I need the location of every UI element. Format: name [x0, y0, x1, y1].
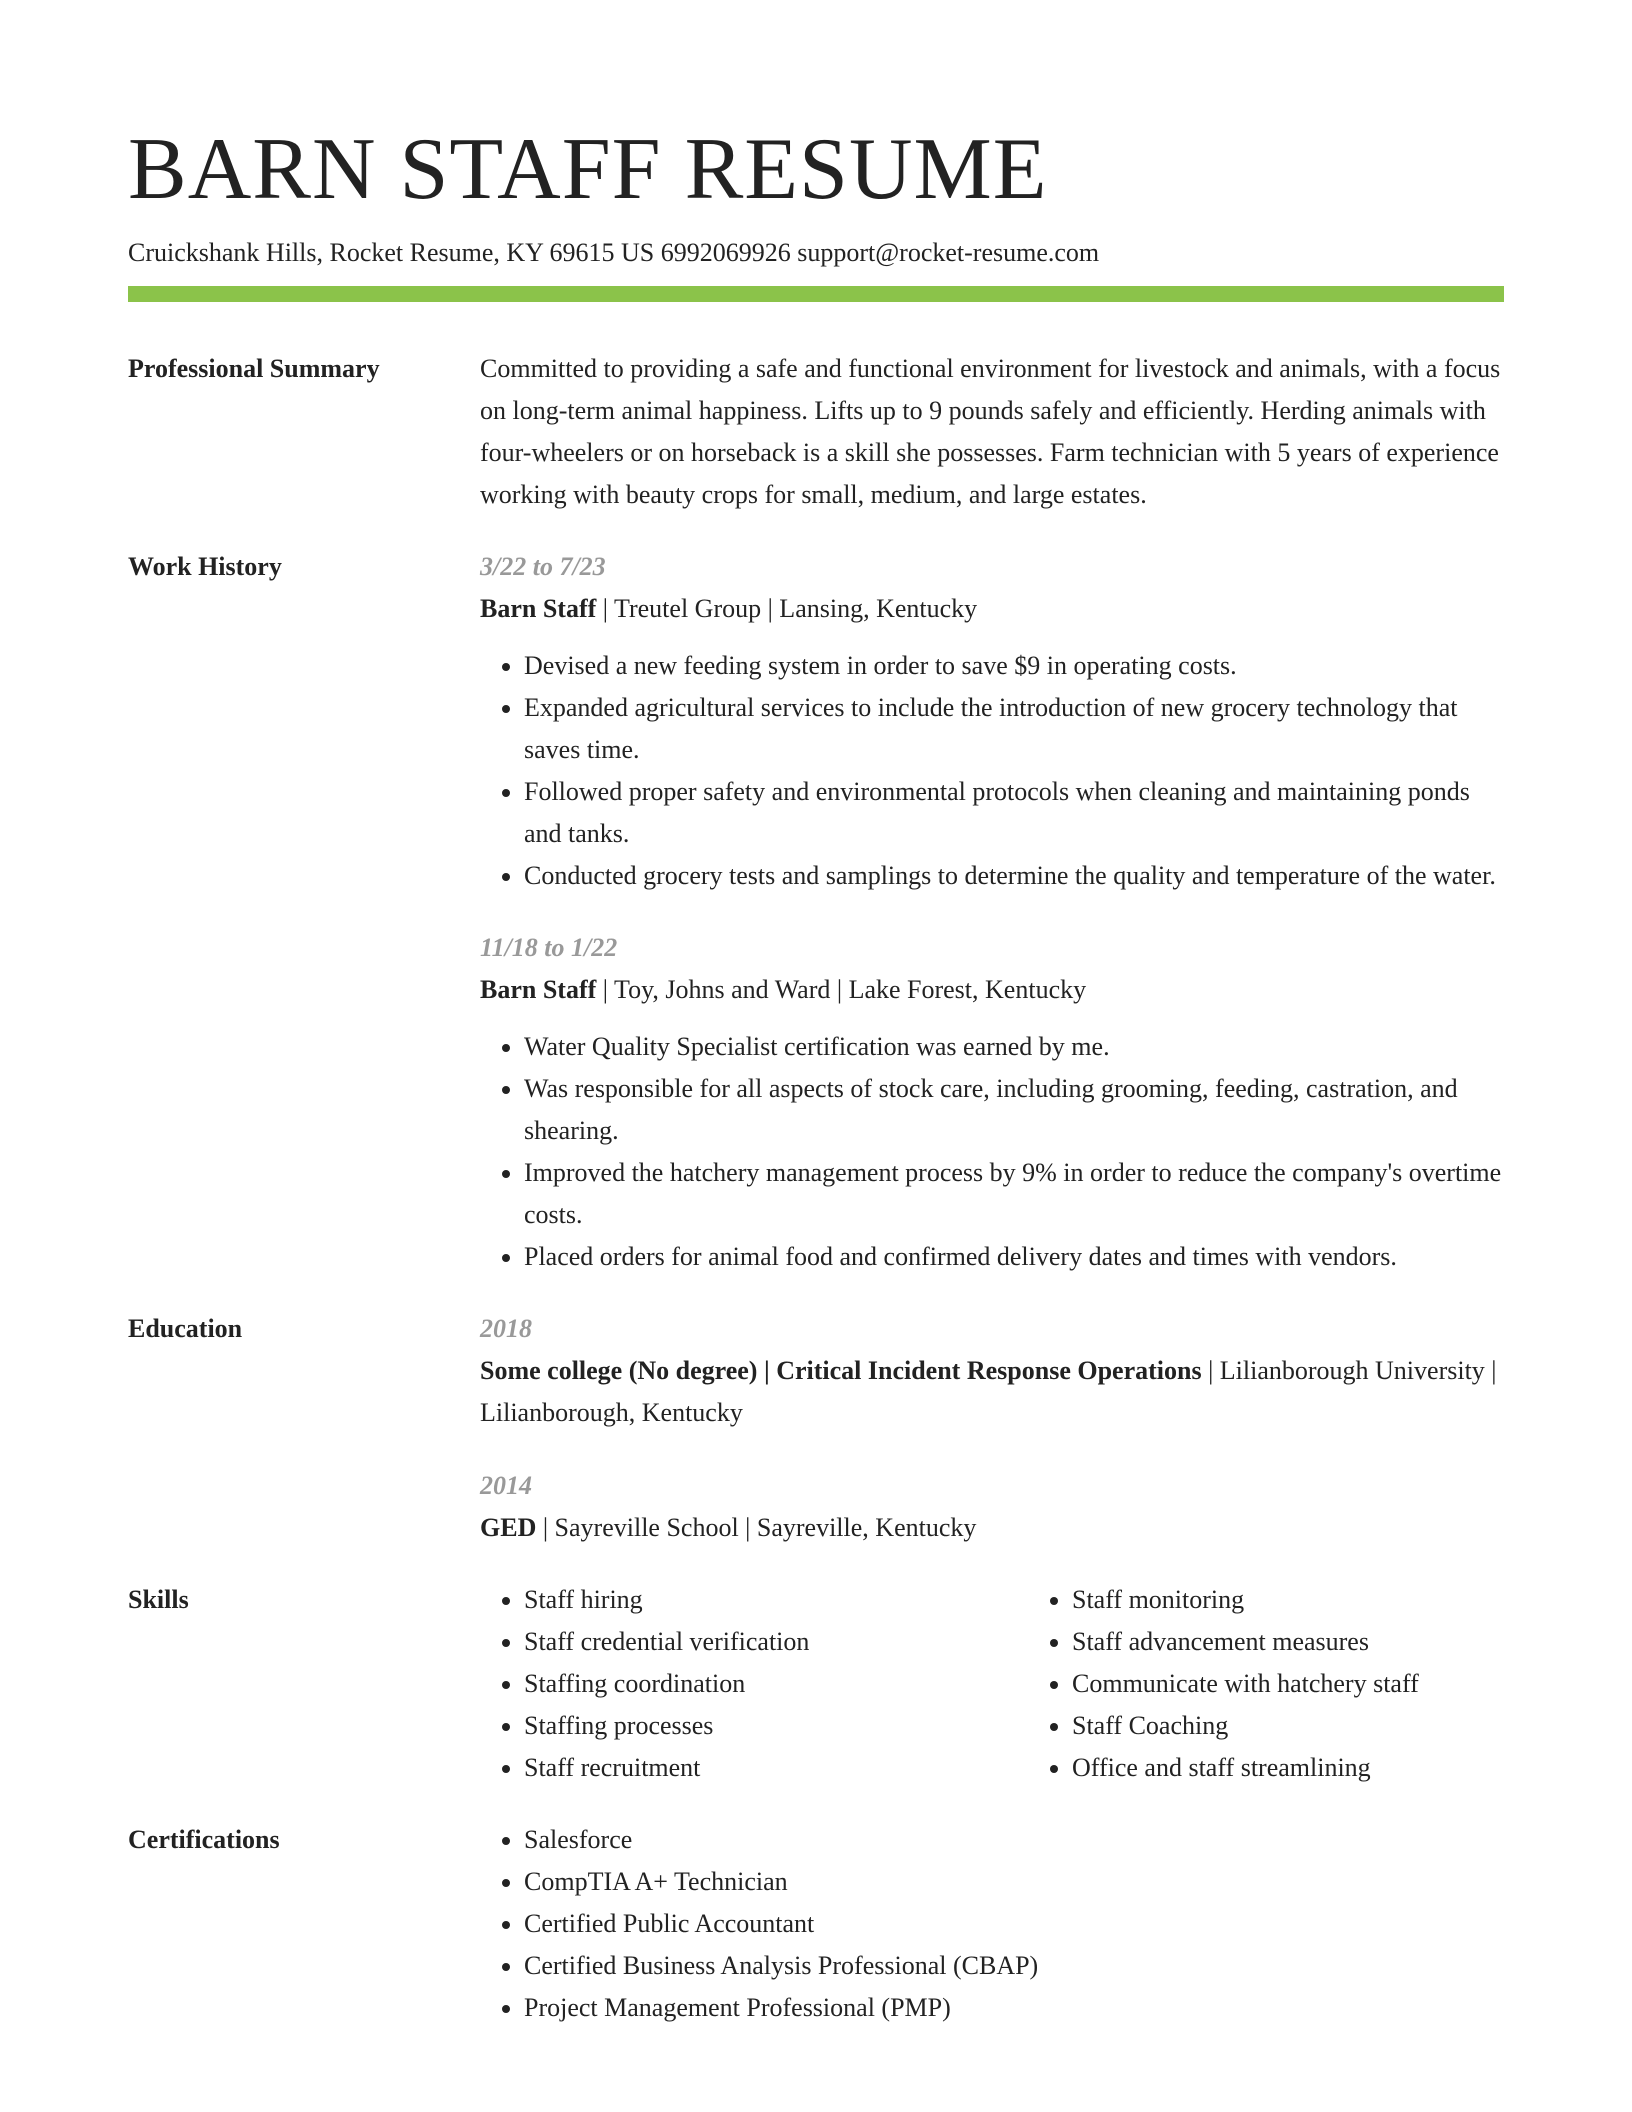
- education-year: 2018: [480, 1314, 532, 1343]
- work-history-label: Work History: [128, 552, 282, 581]
- skills-list-right: [1028, 1579, 1576, 1789]
- skill-item: • Staffing processes: [524, 1705, 1028, 1747]
- job-entry: [480, 546, 1504, 897]
- work-history-section: [128, 546, 1504, 1278]
- job-bullet: • Water Quality Specialist certification was earned by me.: [524, 1026, 1504, 1068]
- job-bullet: • Was responsible for all aspects of stock care, including grooming, feeding, castration, and shearing.: [524, 1068, 1504, 1152]
- certifications-section: [128, 1819, 1504, 2029]
- skill-item: • Communicate with hatchery staff: [1072, 1663, 1576, 1705]
- education-section: [128, 1308, 1504, 1549]
- certification-item: • Salesforce: [524, 1819, 1504, 1861]
- education-details: | Lilianborough University | Lilianborough, Kentucky: [480, 1356, 1497, 1427]
- summary-label: Professional Summary: [128, 354, 380, 383]
- skill-item: • Staff Coaching: [1072, 1705, 1576, 1747]
- summary-section: [128, 348, 1504, 516]
- job-heading: [480, 969, 1504, 1011]
- skill-item: • Staff hiring: [524, 1579, 1028, 1621]
- job-bullets: [480, 1026, 1504, 1278]
- job-bullet: • Conducted grocery tests and samplings to determine the quality and temperature of the water.: [524, 855, 1504, 897]
- job-title: Barn Staff: [480, 975, 597, 1004]
- job-bullet: • Improved the hatchery management process by 9% in order to reduce the company's overtime costs.: [524, 1152, 1504, 1236]
- education-entry: [480, 1465, 1504, 1549]
- education-year: 2014: [480, 1471, 532, 1500]
- certification-item: • Project Management Professional (PMP): [524, 1987, 1504, 2029]
- education-heading: [480, 1350, 1504, 1434]
- job-bullet: • Placed orders for animal food and confirmed delivery dates and times with vendors.: [524, 1236, 1504, 1278]
- accent-divider: [128, 286, 1504, 302]
- education-degree: Some college (No degree) | Critical Incident Response Operations: [480, 1356, 1202, 1385]
- job-bullet: • Followed proper safety and environmental protocols when cleaning and maintaining ponds and tanks.: [524, 771, 1504, 855]
- job-details: | Toy, Johns and Ward | Lake Forest, Kentucky: [596, 975, 1087, 1004]
- education-degree: GED: [480, 1513, 537, 1542]
- skill-item: • Office and staff streamlining: [1072, 1747, 1576, 1789]
- skill-item: • Staffing coordination: [524, 1663, 1028, 1705]
- education-entry: [480, 1308, 1504, 1434]
- education-label: Education: [128, 1314, 243, 1343]
- certification-item: • Certified Public Accountant: [524, 1903, 1504, 1945]
- certifications-list: [480, 1819, 1504, 2029]
- job-dates: 11/18 to 1/22: [480, 933, 618, 962]
- education-heading: [480, 1507, 1504, 1549]
- contact-line: Cruickshank Hills, Rocket Resume, KY 69615 US 6992069926 support@rocket-resume.com: [128, 238, 1100, 267]
- skills-label: Skills: [128, 1585, 189, 1614]
- skills-section: [128, 1579, 1504, 1789]
- skills-list-left: [480, 1579, 1028, 1789]
- job-bullets: [480, 645, 1504, 897]
- certifications-label: Certifications: [128, 1825, 280, 1854]
- job-dates: 3/22 to 7/23: [480, 552, 606, 581]
- job-title: Barn Staff: [480, 594, 597, 623]
- job-bullet: • Devised a new feeding system in order to save $9 in operating costs.: [524, 645, 1504, 687]
- education-details: | Sayreville School | Sayreville, Kentucky: [536, 1513, 977, 1542]
- certification-item: • CompTIA A+ Technician: [524, 1861, 1504, 1903]
- skill-item: • Staff recruitment: [524, 1747, 1028, 1789]
- skill-item: • Staff advancement measures: [1072, 1621, 1576, 1663]
- skill-item: • Staff monitoring: [1072, 1579, 1576, 1621]
- job-entry: [480, 927, 1504, 1278]
- skill-item: • Staff credential verification: [524, 1621, 1028, 1663]
- job-details: | Treutel Group | Lansing, Kentucky: [596, 594, 978, 623]
- job-bullet: • Expanded agricultural services to include the introduction of new grocery technology that saves time.: [524, 687, 1504, 771]
- resume-title: BARN STAFF RESUME: [128, 121, 1048, 218]
- job-heading: [480, 588, 1504, 630]
- summary-text: Committed to providing a safe and functional environment for livestock and animals, with a focus on long-term animal happiness. Lifts up to 9 pounds safely and efficiently. Herding animals with four-wheelers or on horseback is a skill she possesses. Farm technician with 5 years of experience working with beauty crops for small, medium, and large estates.: [480, 354, 1501, 509]
- certification-item: • Certified Business Analysis Professional (CBAP): [524, 1945, 1504, 1987]
